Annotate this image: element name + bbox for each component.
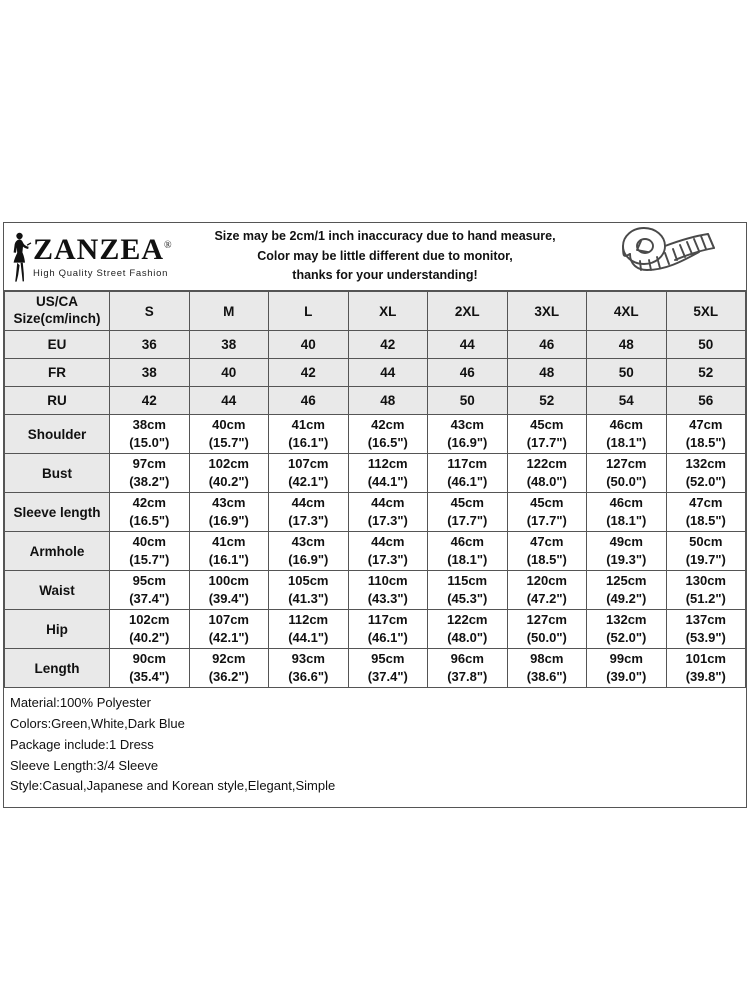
- value-cm: 100cm: [208, 573, 249, 589]
- value-inch: (44.1"): [367, 474, 408, 489]
- value-cm: 132cm: [685, 456, 726, 472]
- value-inch: (40.2"): [208, 474, 249, 489]
- value-inch: (37.4"): [129, 591, 170, 606]
- cell-ru-l: 46: [269, 387, 349, 415]
- cell-ru-4xl: 54: [587, 387, 667, 415]
- value-inch: (53.9"): [685, 630, 726, 645]
- row-label-shoulder: Shoulder: [5, 415, 110, 454]
- value-inch: (15.7"): [129, 552, 170, 567]
- cell-hip-s: [110, 610, 190, 649]
- size-header-4xl: 4XL: [587, 292, 667, 331]
- value-inch: (16.9"): [208, 513, 249, 528]
- cell-length-3xl: [507, 649, 587, 688]
- row-label-armhole: Armhole: [5, 532, 110, 571]
- table-row-sleeve-length: [5, 493, 746, 532]
- value-inch: (42.1"): [208, 630, 249, 645]
- value-inch: (17.3"): [367, 552, 408, 567]
- value-inch: (19.3"): [606, 552, 647, 567]
- value-inch: (42.1"): [288, 474, 329, 489]
- cell-hip-m: [189, 610, 269, 649]
- cell-fr-s: 38: [110, 359, 190, 387]
- value-inch: (38.6"): [526, 669, 567, 684]
- cell-hip-5xl: [666, 610, 746, 649]
- tape-measure-icon: [615, 224, 727, 289]
- cell-fr-5xl: 52: [666, 359, 746, 387]
- cell-bust-5xl: [666, 454, 746, 493]
- cell-bust-xl: [348, 454, 428, 493]
- cell-shoulder-5xl: [666, 415, 746, 454]
- cell-fr-3xl: 48: [507, 359, 587, 387]
- value-inch: (48.0"): [526, 474, 567, 489]
- cell-sleeve-length-4xl: [587, 493, 667, 532]
- size-header-l: L: [269, 292, 349, 331]
- cell-fr-4xl: 50: [587, 359, 667, 387]
- size-header-3xl: 3XL: [507, 292, 587, 331]
- cell-length-xl: [348, 649, 428, 688]
- value-cm: 122cm: [526, 456, 567, 472]
- cell-length-s: [110, 649, 190, 688]
- value-cm: 44cm: [291, 495, 325, 511]
- value-inch: (44.1"): [288, 630, 329, 645]
- cell-shoulder-4xl: [587, 415, 667, 454]
- size-header-2xl: 2XL: [428, 292, 508, 331]
- value-cm: 96cm: [450, 651, 484, 667]
- value-cm: 49cm: [609, 534, 643, 550]
- size-header-5xl: 5XL: [666, 292, 746, 331]
- value-cm: 44cm: [371, 495, 405, 511]
- cell-length-5xl: [666, 649, 746, 688]
- notice-line-3: thanks for your understanding!: [292, 268, 478, 283]
- notice-line-2: Color may be little different due to monitor,: [257, 248, 513, 263]
- value-cm: 117cm: [367, 612, 408, 628]
- value-inch: (18.5"): [526, 552, 567, 567]
- value-cm: 112cm: [367, 456, 408, 472]
- cell-bust-s: [110, 454, 190, 493]
- table-row-eu: [5, 331, 746, 359]
- value-cm: 45cm: [530, 417, 564, 433]
- cell-waist-4xl: [587, 571, 667, 610]
- value-inch: (40.2"): [129, 630, 170, 645]
- corner-label-line-1: US/CA: [35, 294, 78, 310]
- value-cm: 98cm: [530, 651, 564, 667]
- value-cm: 120cm: [526, 573, 567, 589]
- cell-waist-xl: [348, 571, 428, 610]
- brand-tagline: High Quality Street Fashion: [33, 267, 169, 279]
- value-inch: (16.1"): [288, 435, 329, 450]
- value-cm: 105cm: [288, 573, 329, 589]
- value-inch: (39.0"): [606, 669, 647, 684]
- row-label-eu: EU: [5, 331, 110, 359]
- value-inch: (52.0"): [606, 630, 647, 645]
- value-cm: 122cm: [447, 612, 488, 628]
- cell-shoulder-xl: [348, 415, 428, 454]
- value-cm: 42cm: [371, 417, 405, 433]
- value-inch: (16.5"): [367, 435, 408, 450]
- cell-length-4xl: [587, 649, 667, 688]
- cell-eu-m: 38: [189, 331, 269, 359]
- cell-ru-2xl: 50: [428, 387, 508, 415]
- value-cm: 101cm: [685, 651, 726, 667]
- cell-ru-s: 42: [110, 387, 190, 415]
- cell-sleeve-length-2xl: [428, 493, 508, 532]
- corner-label: [5, 292, 110, 331]
- value-inch: (18.1"): [606, 435, 647, 450]
- table-row-length: [5, 649, 746, 688]
- cell-waist-l: [269, 571, 349, 610]
- cell-shoulder-l: [269, 415, 349, 454]
- tape-measure-illustration: [596, 224, 746, 289]
- value-inch: (17.3"): [288, 513, 329, 528]
- cell-sleeve-length-l: [269, 493, 349, 532]
- value-inch: (39.4"): [208, 591, 249, 606]
- cell-armhole-4xl: [587, 532, 667, 571]
- value-inch: (16.1"): [208, 552, 249, 567]
- value-inch: (18.1"): [447, 552, 488, 567]
- row-label-length: Length: [5, 649, 110, 688]
- cell-ru-5xl: 56: [666, 387, 746, 415]
- value-inch: (45.3"): [447, 591, 488, 606]
- cell-armhole-l: [269, 532, 349, 571]
- cell-bust-l: [269, 454, 349, 493]
- value-inch: (36.2"): [208, 669, 249, 684]
- cell-shoulder-3xl: [507, 415, 587, 454]
- value-cm: 97cm: [132, 456, 166, 472]
- detail-material: Material:100% Polyester: [10, 695, 151, 710]
- value-cm: 45cm: [450, 495, 484, 511]
- size-header-m: M: [189, 292, 269, 331]
- cell-sleeve-length-xl: [348, 493, 428, 532]
- value-cm: 46cm: [450, 534, 484, 550]
- cell-shoulder-m: [189, 415, 269, 454]
- cell-sleeve-length-m: [189, 493, 269, 532]
- value-cm: 127cm: [606, 456, 647, 472]
- cell-hip-3xl: [507, 610, 587, 649]
- cell-sleeve-length-5xl: [666, 493, 746, 532]
- value-inch: (43.3"): [367, 591, 408, 606]
- detail-sleeve-length: Sleeve Length:3/4 Sleeve: [10, 757, 159, 773]
- value-inch: (51.2"): [685, 591, 726, 606]
- value-inch: (46.1"): [447, 474, 488, 489]
- value-cm: 46cm: [609, 495, 643, 511]
- value-cm: 132cm: [606, 612, 647, 628]
- value-cm: 95cm: [132, 573, 166, 589]
- table-row-waist: [5, 571, 746, 610]
- cell-waist-m: [189, 571, 269, 610]
- value-inch: (16.5"): [129, 513, 170, 528]
- brand-text: [33, 232, 173, 279]
- cell-eu-xl: 42: [348, 331, 428, 359]
- cell-armhole-s: [110, 532, 190, 571]
- value-cm: 115cm: [447, 573, 488, 589]
- size-header-xl: XL: [348, 292, 428, 331]
- product-details: [4, 688, 746, 807]
- value-inch: (37.8"): [447, 669, 488, 684]
- cell-hip-4xl: [587, 610, 667, 649]
- table-row-hip: [5, 610, 746, 649]
- registered-mark: ®: [164, 239, 173, 251]
- value-inch: (16.9"): [288, 552, 329, 567]
- row-label-ru: RU: [5, 387, 110, 415]
- value-cm: 102cm: [208, 456, 249, 472]
- value-cm: 125cm: [606, 573, 647, 589]
- cell-waist-5xl: [666, 571, 746, 610]
- brand-logo: [4, 231, 174, 283]
- cell-waist-2xl: [428, 571, 508, 610]
- woman-silhouette-icon: [10, 231, 32, 283]
- cell-shoulder-2xl: [428, 415, 508, 454]
- cell-ru-m: 44: [189, 387, 269, 415]
- cell-eu-4xl: 48: [587, 331, 667, 359]
- cell-armhole-xl: [348, 532, 428, 571]
- measurement-notice: [174, 227, 596, 285]
- value-cm: 50cm: [689, 534, 723, 550]
- value-inch: (39.8"): [685, 669, 726, 684]
- row-label-fr: FR: [5, 359, 110, 387]
- cell-length-m: [189, 649, 269, 688]
- size-table-body: [5, 292, 746, 688]
- value-cm: 40cm: [212, 417, 246, 433]
- value-cm: 43cm: [291, 534, 325, 550]
- value-inch: (50.0"): [606, 474, 647, 489]
- value-inch: (15.7"): [208, 435, 249, 450]
- corner-label-line-2: Size(cm/inch): [13, 311, 101, 326]
- cell-armhole-m: [189, 532, 269, 571]
- value-inch: (38.2"): [129, 474, 170, 489]
- value-inch: (17.7"): [526, 513, 567, 528]
- value-inch: (36.6"): [288, 669, 329, 684]
- value-cm: 117cm: [447, 456, 488, 472]
- value-cm: 38cm: [132, 417, 166, 433]
- cell-ru-xl: 48: [348, 387, 428, 415]
- brand-name: ZANZEA®: [33, 232, 173, 266]
- value-cm: 137cm: [685, 612, 726, 628]
- value-inch: (48.0"): [447, 630, 488, 645]
- value-cm: 102cm: [129, 612, 170, 628]
- row-label-hip: Hip: [5, 610, 110, 649]
- value-inch: (52.0"): [685, 474, 726, 489]
- cell-eu-l: 40: [269, 331, 349, 359]
- detail-style: Style:Casual,Japanese and Korean style,Elegant,Simple: [10, 778, 336, 794]
- row-label-sleeve-length: Sleeve length: [5, 493, 110, 532]
- cell-bust-3xl: [507, 454, 587, 493]
- size-header-s: S: [110, 292, 190, 331]
- cell-armhole-5xl: [666, 532, 746, 571]
- value-cm: 92cm: [212, 651, 246, 667]
- cell-waist-s: [110, 571, 190, 610]
- cell-bust-2xl: [428, 454, 508, 493]
- value-cm: 43cm: [212, 495, 246, 511]
- value-cm: 47cm: [530, 534, 564, 550]
- table-row-bust: [5, 454, 746, 493]
- value-inch: (18.1"): [606, 513, 647, 528]
- value-cm: 90cm: [132, 651, 166, 667]
- value-inch: (50.0"): [526, 630, 567, 645]
- cell-eu-2xl: 44: [428, 331, 508, 359]
- cell-length-2xl: [428, 649, 508, 688]
- size-table: [4, 291, 746, 688]
- table-row-ru: [5, 387, 746, 415]
- cell-fr-xl: 44: [348, 359, 428, 387]
- cell-eu-5xl: 50: [666, 331, 746, 359]
- table-row-shoulder: [5, 415, 746, 454]
- value-inch: (17.7"): [526, 435, 567, 450]
- value-cm: 42cm: [132, 495, 166, 511]
- detail-colors: Colors:Green,White,Dark Blue: [10, 715, 185, 731]
- value-cm: 47cm: [689, 495, 723, 511]
- value-cm: 107cm: [208, 612, 249, 628]
- value-cm: 110cm: [367, 573, 408, 589]
- table-header-row: [5, 292, 746, 331]
- cell-hip-xl: [348, 610, 428, 649]
- value-cm: 45cm: [530, 495, 564, 511]
- value-inch: (17.7"): [447, 513, 488, 528]
- detail-package: Package include:1 Dress: [10, 736, 154, 752]
- cell-armhole-3xl: [507, 532, 587, 571]
- table-row-armhole: [5, 532, 746, 571]
- row-label-waist: Waist: [5, 571, 110, 610]
- cell-eu-3xl: 46: [507, 331, 587, 359]
- value-cm: 107cm: [288, 456, 329, 472]
- cell-waist-3xl: [507, 571, 587, 610]
- cell-armhole-2xl: [428, 532, 508, 571]
- cell-bust-m: [189, 454, 269, 493]
- cell-fr-2xl: 46: [428, 359, 508, 387]
- value-inch: (19.7"): [685, 552, 726, 567]
- value-cm: 40cm: [132, 534, 166, 550]
- value-inch: (18.5"): [685, 513, 726, 528]
- cell-hip-l: [269, 610, 349, 649]
- value-cm: 46cm: [609, 417, 643, 433]
- value-cm: 95cm: [371, 651, 405, 667]
- value-cm: 44cm: [371, 534, 405, 550]
- cell-sleeve-length-s: [110, 493, 190, 532]
- cell-sleeve-length-3xl: [507, 493, 587, 532]
- value-inch: (41.3"): [288, 591, 329, 606]
- row-label-bust: Bust: [5, 454, 110, 493]
- value-cm: 99cm: [609, 651, 643, 667]
- value-cm: 41cm: [212, 534, 246, 550]
- value-inch: (18.5"): [685, 435, 726, 450]
- value-cm: 47cm: [689, 417, 723, 433]
- cell-eu-s: 36: [110, 331, 190, 359]
- chart-header-banner: [4, 223, 746, 291]
- value-cm: 130cm: [685, 573, 726, 589]
- cell-ru-3xl: 52: [507, 387, 587, 415]
- cell-fr-l: 42: [269, 359, 349, 387]
- cell-hip-2xl: [428, 610, 508, 649]
- value-inch: (46.1"): [367, 630, 408, 645]
- size-chart-container: [3, 222, 747, 808]
- value-cm: 93cm: [291, 651, 325, 667]
- value-inch: (15.0"): [129, 435, 170, 450]
- value-inch: (17.3"): [367, 513, 408, 528]
- cell-bust-4xl: [587, 454, 667, 493]
- value-cm: 41cm: [291, 417, 325, 433]
- value-cm: 43cm: [450, 417, 484, 433]
- cell-fr-m: 40: [189, 359, 269, 387]
- value-inch: (49.2"): [606, 591, 647, 606]
- value-inch: (35.4"): [129, 669, 170, 684]
- table-row-fr: [5, 359, 746, 387]
- value-cm: 127cm: [526, 612, 567, 628]
- notice-line-1: Size may be 2cm/1 inch inaccuracy due to hand measure,: [214, 229, 556, 244]
- value-inch: (47.2"): [526, 591, 567, 606]
- cell-shoulder-s: [110, 415, 190, 454]
- value-inch: (16.9"): [447, 435, 488, 450]
- value-inch: (37.4"): [367, 669, 408, 684]
- value-cm: 112cm: [288, 612, 329, 628]
- cell-length-l: [269, 649, 349, 688]
